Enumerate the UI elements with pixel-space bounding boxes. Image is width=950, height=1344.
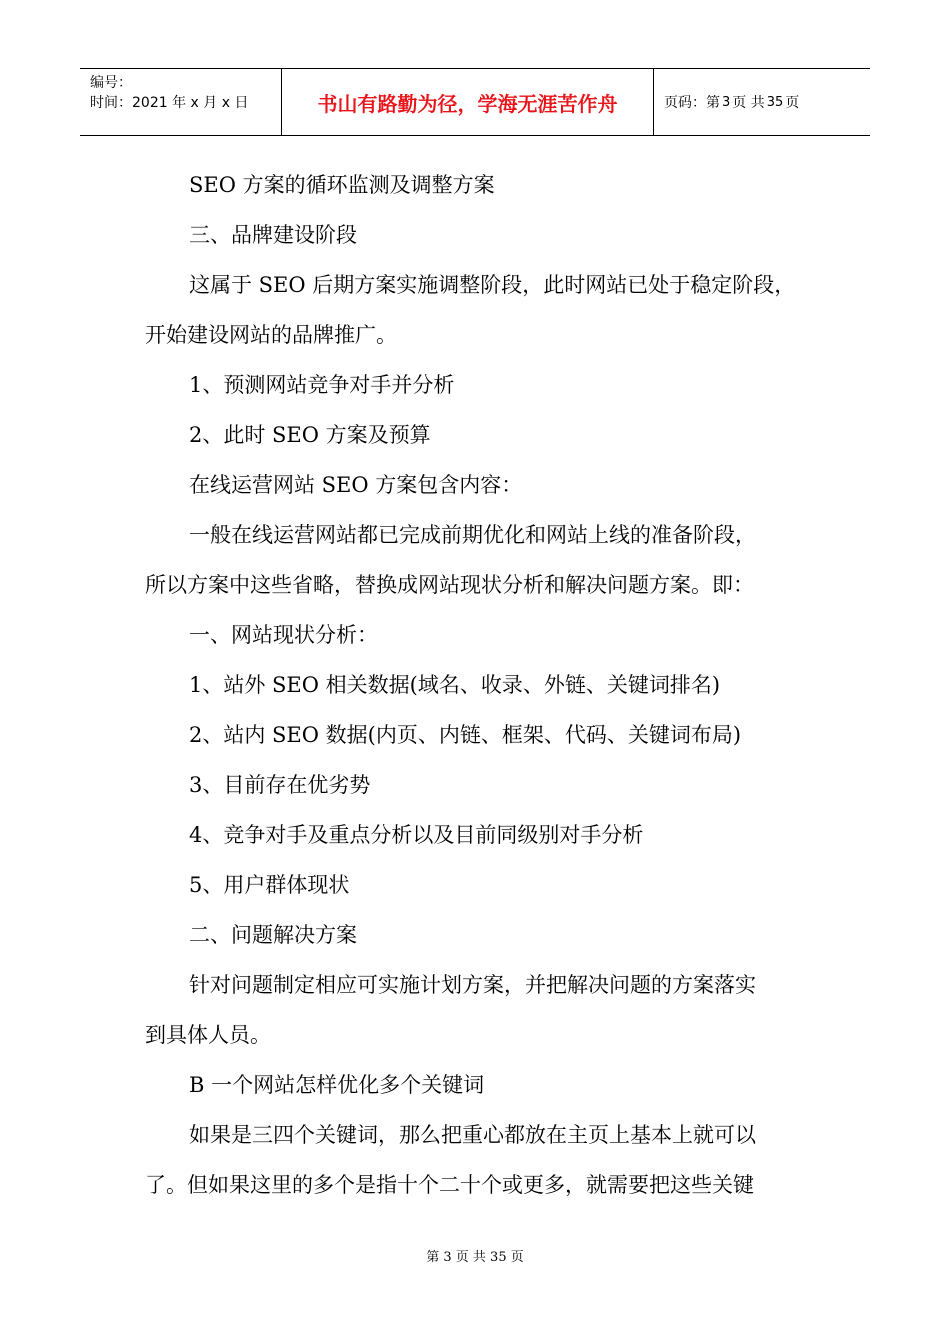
paragraph: 2、站内 SEO 数据(内页、内链、框架、代码、关键词布局) [189, 723, 742, 747]
page-label-suffix: 页 [785, 95, 800, 111]
paragraph: 到具体人员。 [145, 1023, 271, 1047]
paragraph: 一、网站现状分析： [189, 623, 378, 647]
paragraph: 三、品牌建设阶段 [189, 223, 357, 247]
paragraph: 5、用户群体现状 [189, 873, 350, 897]
paragraph: SEO 方案的循环监测及调整方案 [189, 173, 495, 197]
header-motto-cell [282, 69, 654, 135]
page-label-mid: 页 共 [732, 95, 765, 111]
paragraph: 针对问题制定相应可实施计划方案，并把解决问题的方案落实 [189, 973, 756, 997]
paragraph: 所以方案中这些省略，替换成网站现状分析和解决问题方案。即： [145, 573, 754, 597]
document-body [145, 160, 810, 1210]
header-page-cell [654, 69, 870, 135]
paragraph: 1、站外 SEO 相关数据(域名、收录、外链、关键词排名) [189, 673, 721, 697]
page-total: 35 [766, 94, 784, 110]
header-meta-cell [80, 69, 282, 135]
page-label-prefix: 页码：第 [664, 95, 720, 111]
paragraph: 了。但如果这里的多个是指十个二十个或更多，就需要把这些关键 [145, 1173, 754, 1197]
paragraph: 开始建设网站的品牌推广。 [145, 323, 397, 347]
paragraph: 如果是三四个关键词，那么把重心都放在主页上基本上就可以 [189, 1123, 756, 1147]
paragraph: 3、目前存在优劣势 [189, 773, 371, 797]
number-label: 编号： [90, 75, 132, 91]
motto-text: 书山有路勤为径，学海无涯苦作舟 [317, 91, 618, 116]
paragraph: 4、竞争对手及重点分析以及目前同级别对手分析 [189, 823, 644, 847]
paragraph: 这属于 SEO 后期方案实施调整阶段，此时网站已处于稳定阶段， [189, 273, 796, 297]
page-footer: 第 3 页 共 35 页 [426, 1250, 524, 1265]
paragraph: B 一个网站怎样优化多个关键词 [189, 1073, 485, 1097]
paragraph: 在线运营网站 SEO 方案包含内容： [189, 473, 523, 497]
time-label: 时间：2021 年 x 月 x 日 [90, 95, 249, 111]
page-current: 3 [722, 94, 731, 110]
document-header [80, 68, 870, 136]
paragraph: 二、问题解决方案 [189, 923, 357, 947]
paragraph: 2、此时 SEO 方案及预算 [189, 423, 431, 447]
paragraph: 一般在线运营网站都已完成前期优化和网站上线的准备阶段， [189, 523, 756, 547]
paragraph: 1、预测网站竞争对手并分析 [189, 373, 455, 397]
